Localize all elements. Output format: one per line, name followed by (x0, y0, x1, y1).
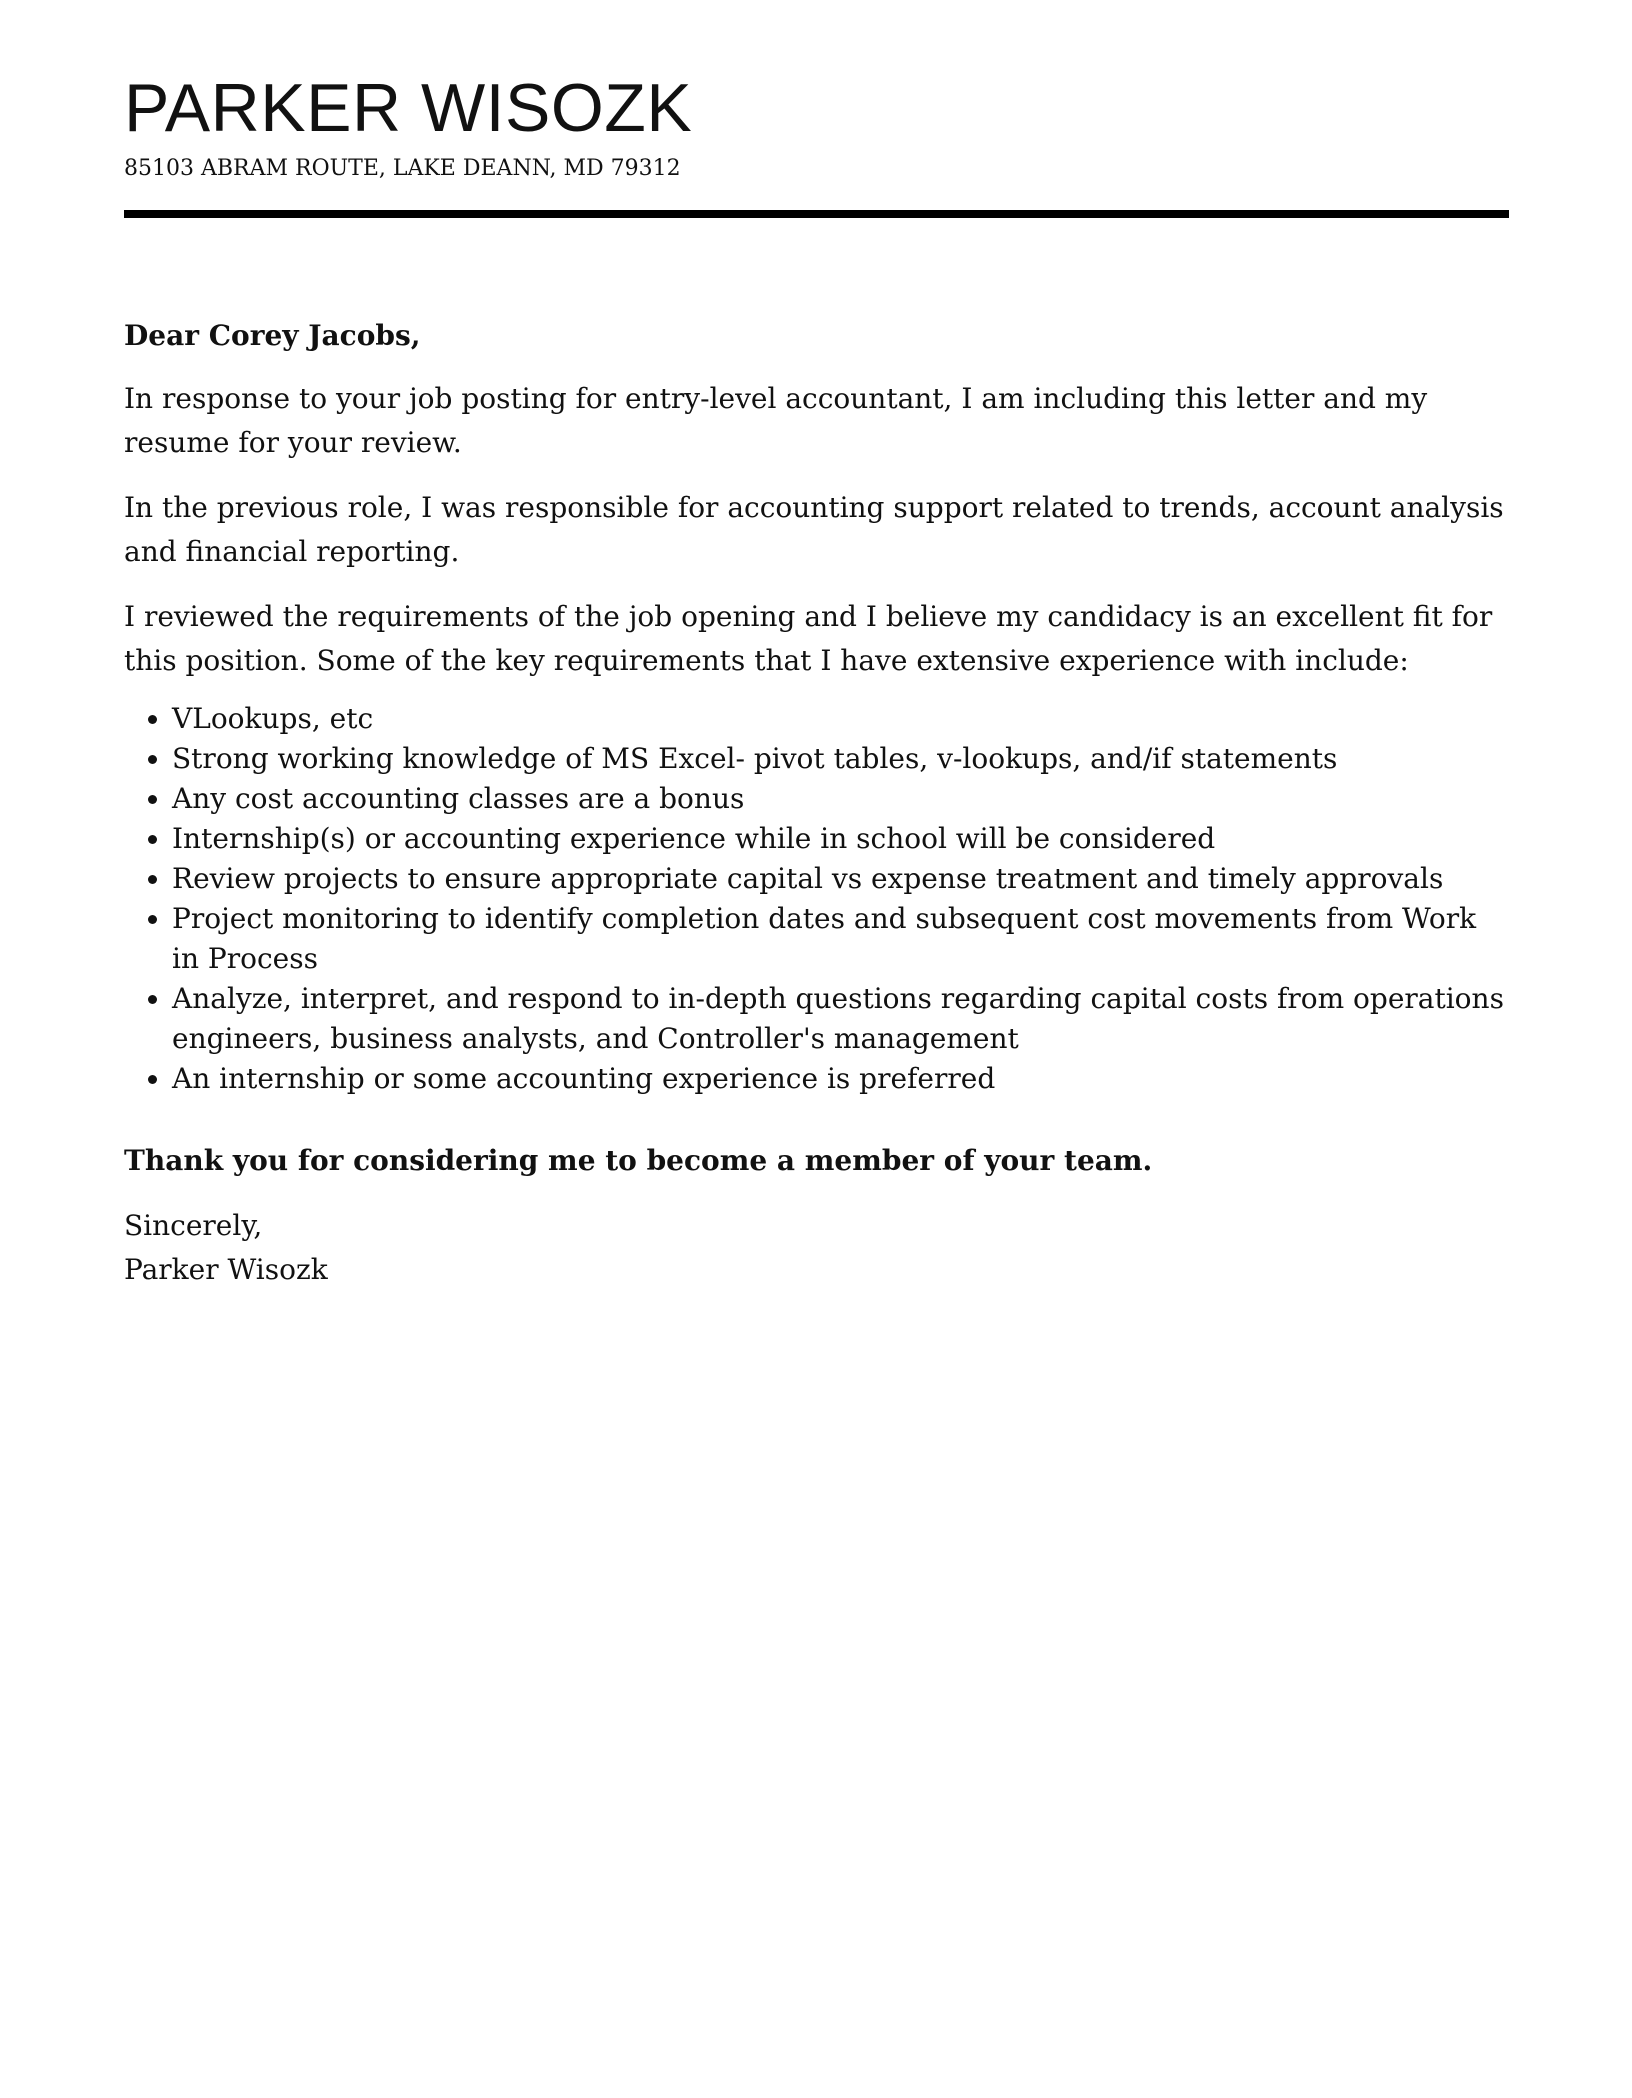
list-item: • An internship or some accounting experience is preferred (172, 1059, 1509, 1099)
list-item: • Any cost accounting classes are a bonus (172, 779, 1509, 819)
closing-statement: Thank you for considering me to become a member of your team. (124, 1144, 1153, 1177)
intro-paragraph: In response to your job posting for entry-level accountant, I am including this letter and my resume for your review. (124, 382, 1428, 459)
list-item: • VLookups, etc (172, 699, 1509, 739)
experience-paragraph: In the previous role, I was responsible for accounting support related to trends, account analysis and financial reporting. (124, 491, 1504, 568)
header-divider (124, 210, 1509, 218)
requirements-list (124, 699, 1509, 1099)
signoff-text: Sincerely, (124, 1209, 263, 1242)
signoff-block (124, 1204, 1509, 1292)
list-item: • Review projects to ensure appropriate capital vs expense treatment and timely approvals (172, 859, 1509, 899)
signature-name: Parker Wisozk (124, 1253, 328, 1286)
applicant-name: PARKER WISOZK (124, 70, 693, 146)
list-item: • Strong working knowledge of MS Excel- pivot tables, v-lookups, and/if statements (172, 739, 1509, 779)
requirements-intro-paragraph: I reviewed the requirements of the job opening and I believe my candidacy is an excellent fit for this position. Some of the key requirements that I have extensive experience with include: (124, 600, 1493, 677)
list-item: • Internship(s) or accounting experience while in school will be considered (172, 819, 1509, 859)
list-item: • Analyze, interpret, and respond to in-depth questions regarding capital costs from operations engineers, business analysts, and Controller's management (172, 979, 1509, 1059)
salutation: Dear Corey Jacobs, (124, 319, 421, 352)
list-item: • Project monitoring to identify completion dates and subsequent cost movements from Work in Process (172, 899, 1509, 979)
applicant-address: 85103 ABRAM ROUTE, LAKE DEANN, MD 79312 (124, 156, 681, 181)
letter-content (124, 70, 1509, 1292)
